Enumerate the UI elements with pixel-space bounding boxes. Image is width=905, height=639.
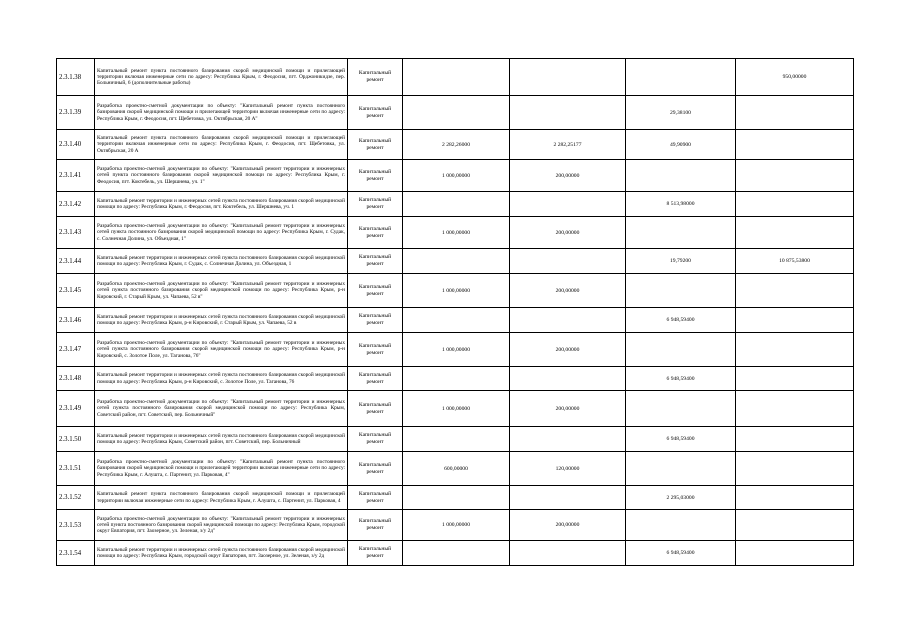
item-description: Капитальный ремонт территории и инженерных сетей пункта постоянного базирования скорой медицинской помощи по адресу: Республика Крым, р-н Кировский, с. Золотое Поле, ул. Таганова, 76	[95, 367, 348, 391]
work-type: Капитальный ремонт	[348, 510, 403, 541]
work-type: Капитальный ремонт	[348, 427, 403, 452]
amount-col-1: 1 000,00000	[403, 217, 510, 249]
item-number: 2.3.1.38	[57, 59, 95, 96]
amount-col-2	[510, 59, 626, 96]
amount-col-1: 600,00000	[403, 452, 510, 486]
table-row	[57, 217, 854, 249]
amount-col-1: 1 000,00000	[403, 510, 510, 541]
table-row	[57, 59, 854, 96]
amount-col-3: 49,90900	[626, 130, 736, 160]
amount-col-4: 10 875,53800	[736, 249, 854, 274]
item-number: 2.3.1.43	[57, 217, 95, 249]
table-row	[57, 96, 854, 130]
table-row	[57, 452, 854, 486]
work-type: Капитальный ремонт	[348, 486, 403, 510]
repair-table	[56, 58, 854, 566]
item-description: Разработка проектно-сметной документации по объекту: "Капитальный ремонт территории и инженерных сетей пункта постоянного базирования скорой медицинской помощи по адресу: Республика Крым, г. Судак, с. Солнечная Долина, ул. Объездная, 1"	[95, 217, 348, 249]
amount-col-4	[736, 274, 854, 308]
amount-col-3	[626, 59, 736, 96]
amount-col-3: 29,38100	[626, 96, 736, 130]
amount-col-2: 120,00000	[510, 452, 626, 486]
amount-col-3	[626, 274, 736, 308]
table-row	[57, 510, 854, 541]
amount-col-4	[736, 427, 854, 452]
item-description: Капитальный ремонт территории и инженерных сетей пункта постоянного базирования скорой медицинской помощи по адресу: Республика Крым, городской округ Евпатория, пгт. Заозерное, ул. Зеленая, з/у 2д	[95, 541, 348, 566]
amount-col-1	[403, 541, 510, 566]
amount-col-3: 2 295,03000	[626, 486, 736, 510]
amount-col-4	[736, 333, 854, 367]
table-row	[57, 274, 854, 308]
table-row	[57, 192, 854, 217]
item-description: Капитальный ремонт территории и инженерных сетей пункта постоянного базирования скорой медицинской помощи по адресу: Республика Крым, р-н Кировский, г. Старый Крым, ул. Чапаева, 52 в	[95, 308, 348, 333]
item-description: Капитальный ремонт территории и инженерных сетей пункта постоянного базирования скорой медицинской помощи по адресу: Республика Крым, г. Судак, с. Солнечная Долина, ул. Объездная, 1	[95, 249, 348, 274]
amount-col-2	[510, 541, 626, 566]
table-row	[57, 427, 854, 452]
amount-col-4	[736, 308, 854, 333]
item-description: Разработка проектно-сметной документации по объекту: "Капитальный ремонт территории и инженерных сетей пункта постоянного базирования скорой медицинской помощи по адресу: Республика Крым, р-н Кировский, г. Старый Крым, ул. Чапаева, 52 в"	[95, 274, 348, 308]
amount-col-2	[510, 96, 626, 130]
amount-col-4	[736, 217, 854, 249]
work-type: Капитальный ремонт	[348, 308, 403, 333]
item-number: 2.3.1.46	[57, 308, 95, 333]
item-description: Разработка проектно-сметной документации по объекту: "Капитальный ремонт территории и инженерных сетей пункта постоянного базирования скорой медицинской помощи по адресу: Республика Крым, г. Феодосия, пгт. Коктебель, ул. Шершнева, уч. 1"	[95, 160, 348, 192]
item-number: 2.3.1.51	[57, 452, 95, 486]
amount-col-4	[736, 130, 854, 160]
table-row	[57, 541, 854, 566]
amount-col-1	[403, 249, 510, 274]
item-description: Капитальный ремонт пункта постоянного базирования скорой медицинской помощи и прилегающей территории включая инженерные сети по адресу: Республика Крым, г. Феодосия, пгт. Орджоникидзе, пер. Больничный, 6 (дополнительные работы)	[95, 59, 348, 96]
amount-col-1	[403, 192, 510, 217]
item-description: Разработка проектно-сметной документации по объекту: "Капитальный ремонт территории и инженерных сетей пункта постоянного базирования скорой медицинской помощи по адресу: Республика Крым, р-н Кировский, с. Золотое Поле, ул. Таганова, 76"	[95, 333, 348, 367]
amount-col-2: 200,00000	[510, 274, 626, 308]
item-description: Капитальный ремонт территории и инженерных сетей пункта постоянного базирования скорой медицинской помощи по адресу: Республика Крым, г. Феодосия, пгт. Коктебель, ул. Шершнева, уч. 1	[95, 192, 348, 217]
amount-col-1: 1 000,00000	[403, 333, 510, 367]
work-type: Капитальный ремонт	[348, 96, 403, 130]
amount-col-3	[626, 510, 736, 541]
document-page	[56, 58, 854, 566]
amount-col-3: 6 948,59400	[626, 541, 736, 566]
item-number: 2.3.1.53	[57, 510, 95, 541]
table-row	[57, 391, 854, 427]
work-type: Капитальный ремонт	[348, 541, 403, 566]
amount-col-2	[510, 427, 626, 452]
work-type: Капитальный ремонт	[348, 130, 403, 160]
work-type: Капитальный ремонт	[348, 192, 403, 217]
amount-col-1: 1 000,00000	[403, 274, 510, 308]
item-number: 2.3.1.48	[57, 367, 95, 391]
item-number: 2.3.1.44	[57, 249, 95, 274]
amount-col-3	[626, 217, 736, 249]
amount-col-4	[736, 367, 854, 391]
amount-col-2	[510, 249, 626, 274]
item-description: Капитальный ремонт пункта постоянного базирования скорой медицинской помощи и прилегающей территории включая инженерные сети по адресу: Республика Крым, г. Алушта, с. Партенит, ул. Парковая, 4	[95, 486, 348, 510]
table-row	[57, 367, 854, 391]
work-type: Капитальный ремонт	[348, 333, 403, 367]
amount-col-2: 200,00000	[510, 217, 626, 249]
amount-col-1	[403, 367, 510, 391]
amount-col-3: 8 513,98000	[626, 192, 736, 217]
table-row	[57, 249, 854, 274]
work-type: Капитальный ремонт	[348, 217, 403, 249]
amount-col-1	[403, 96, 510, 130]
work-type: Капитальный ремонт	[348, 59, 403, 96]
amount-col-4	[736, 541, 854, 566]
amount-col-4	[736, 510, 854, 541]
amount-col-2: 200,00000	[510, 333, 626, 367]
amount-col-2: 2 282,25177	[510, 130, 626, 160]
amount-col-4	[736, 96, 854, 130]
amount-col-1	[403, 486, 510, 510]
item-number: 2.3.1.40	[57, 130, 95, 160]
amount-col-2: 200,00000	[510, 160, 626, 192]
amount-col-4: 950,00000	[736, 59, 854, 96]
item-number: 2.3.1.54	[57, 541, 95, 566]
amount-col-1: 2 282,26000	[403, 130, 510, 160]
item-description: Капитальный ремонт пункта постоянного базирования скорой медицинской помощи и прилегающей территории включая инженерные сети по адресу: Республика Крым, г. Феодосия, пгт. Щебетовка, ул. Октябрьская, 20 А	[95, 130, 348, 160]
amount-col-3: 6 948,59400	[626, 367, 736, 391]
work-type: Капитальный ремонт	[348, 391, 403, 427]
amount-col-4	[736, 160, 854, 192]
item-number: 2.3.1.42	[57, 192, 95, 217]
work-type: Капитальный ремонт	[348, 249, 403, 274]
amount-col-3	[626, 452, 736, 486]
item-description: Разработка проектно-сметной документации по объекту: "Капитальный ремонт территории и инженерных сетей пункта постоянного базирования скорой медицинской помощи по адресу: Республика Крым, Советский район, пгт. Советский, пер. Больничный"	[95, 391, 348, 427]
item-number: 2.3.1.50	[57, 427, 95, 452]
item-number: 2.3.1.49	[57, 391, 95, 427]
amount-col-3	[626, 391, 736, 427]
item-number: 2.3.1.52	[57, 486, 95, 510]
amount-col-4	[736, 192, 854, 217]
work-type: Капитальный ремонт	[348, 274, 403, 308]
table-body	[57, 59, 854, 566]
amount-col-3: 6 948,59400	[626, 308, 736, 333]
amount-col-2	[510, 308, 626, 333]
amount-col-1	[403, 308, 510, 333]
item-number: 2.3.1.39	[57, 96, 95, 130]
amount-col-1: 1 000,00000	[403, 160, 510, 192]
amount-col-2: 200,00000	[510, 391, 626, 427]
item-description: Разработка проектно-сметной документации по объекту: "Капитальный ремонт пункта постоянного базирования скорой медицинской помощи и прилегающей территории включая инженерные сети по адресу: Республика Крым, г. Алушта, с. Партенит, ул. Парковая, 4"	[95, 452, 348, 486]
amount-col-4	[736, 486, 854, 510]
amount-col-2: 200,00000	[510, 510, 626, 541]
item-number: 2.3.1.47	[57, 333, 95, 367]
item-description: Разработка проектно-сметной документации по объекту: "Капитальный ремонт территории и инженерных сетей пункта постоянного базирования скорой медицинской помощи по адресу: Республика Крым, городской округ Евпатория, пгт. Заозерное, ул. Зеленая, з/у 2д"	[95, 510, 348, 541]
amount-col-1	[403, 59, 510, 96]
item-description: Разработка проектно-сметной документации по объекту: "Капитальный ремонт пункта постоянного базирования скорой медицинской помощи и прилегающей территории включая инженерные сети по адресу: Республика Крым, г. Феодосия, пгт. Щебетовка, ул. Октябрьская, 20 А"	[95, 96, 348, 130]
table-row	[57, 160, 854, 192]
amount-col-3	[626, 333, 736, 367]
table-row	[57, 130, 854, 160]
amount-col-3: 6 948,59400	[626, 427, 736, 452]
amount-col-3: 19,79200	[626, 249, 736, 274]
table-row	[57, 308, 854, 333]
amount-col-2	[510, 486, 626, 510]
table-row	[57, 333, 854, 367]
amount-col-1: 1 000,00000	[403, 391, 510, 427]
work-type: Капитальный ремонт	[348, 160, 403, 192]
amount-col-2	[510, 192, 626, 217]
work-type: Капитальный ремонт	[348, 452, 403, 486]
table-row	[57, 486, 854, 510]
item-description: Капитальный ремонт территории и инженерных сетей пункта постоянного базирования скорой медицинской помощи по адресу: Республика Крым, Советский район, пгт. Советский, пер. Больничный	[95, 427, 348, 452]
item-number: 2.3.1.45	[57, 274, 95, 308]
amount-col-2	[510, 367, 626, 391]
work-type: Капитальный ремонт	[348, 367, 403, 391]
amount-col-3	[626, 160, 736, 192]
amount-col-1	[403, 427, 510, 452]
amount-col-4	[736, 452, 854, 486]
amount-col-4	[736, 391, 854, 427]
item-number: 2.3.1.41	[57, 160, 95, 192]
